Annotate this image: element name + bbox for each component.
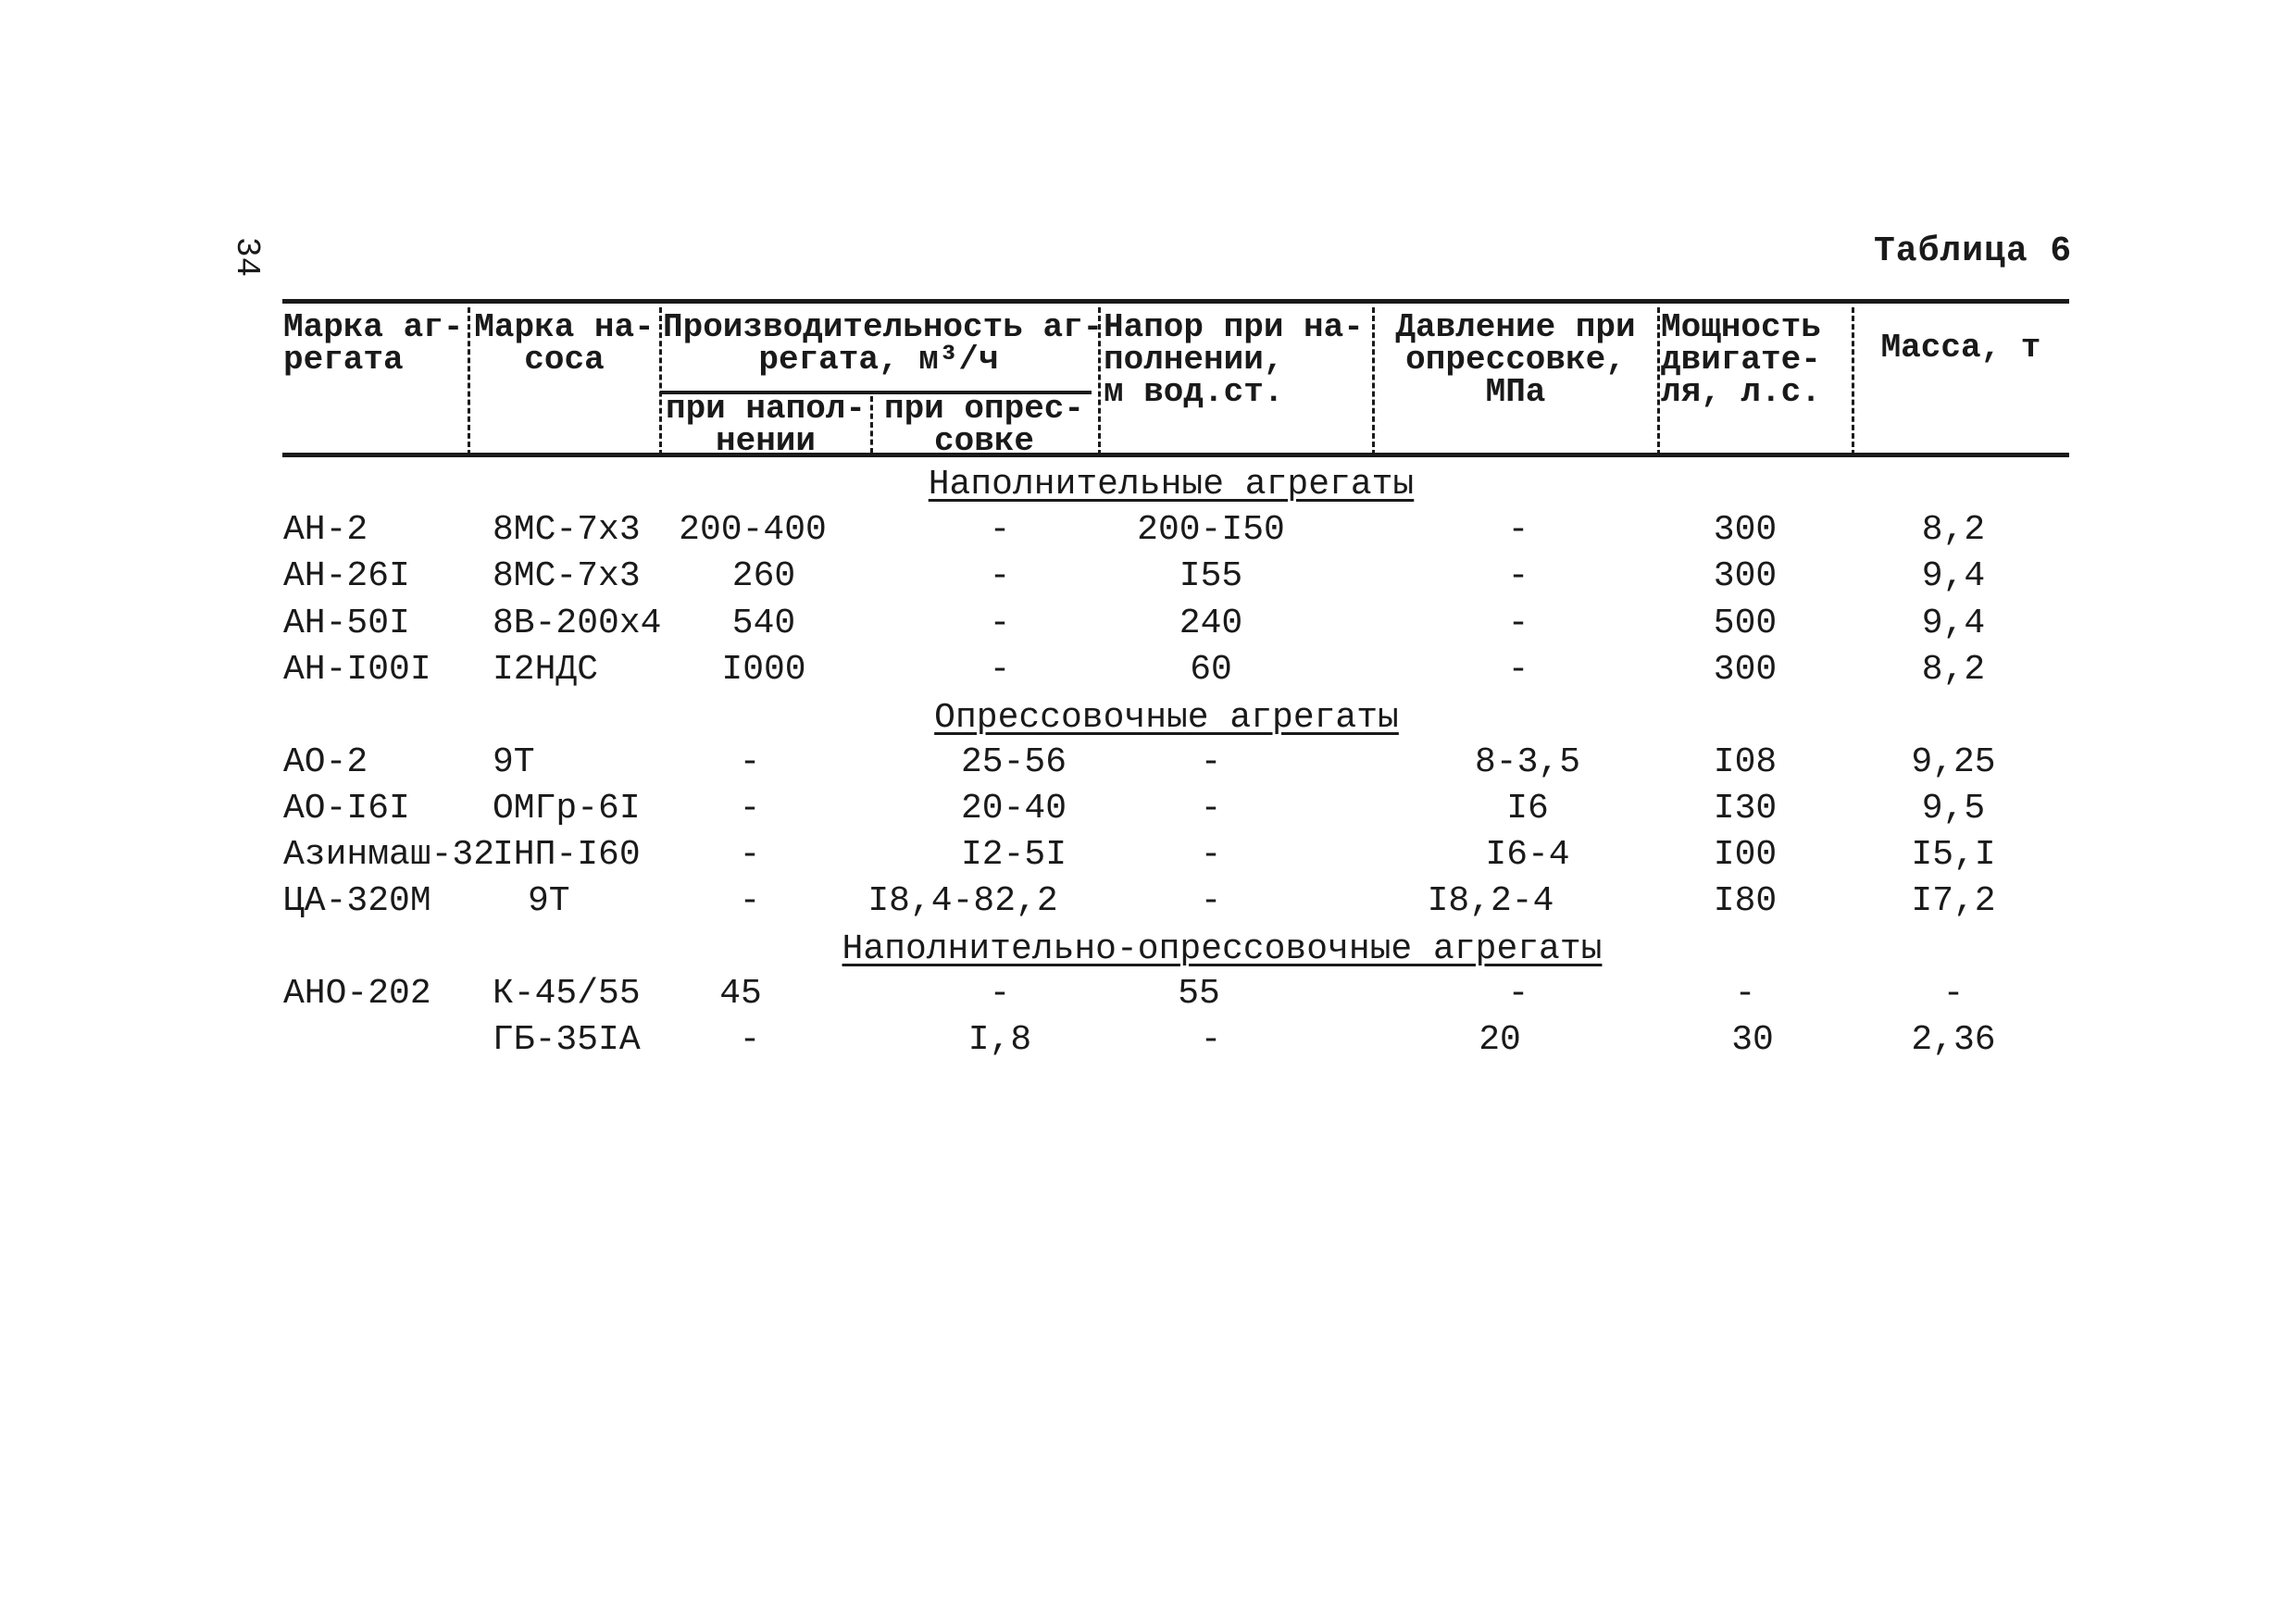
header-capacity-fill: при напол- нении	[665, 390, 867, 460]
cell-capacity-fill: -	[739, 881, 761, 921]
cell-pump-brand: ГБ-35IА	[493, 1020, 641, 1060]
header-bottom-rule	[282, 453, 2069, 457]
cell-capacity-test: -	[989, 974, 1011, 1014]
cell-capacity-test: -	[989, 650, 1011, 690]
cell-capacity-test: I,8	[967, 1020, 1032, 1060]
cell-mass: 9,25	[1911, 742, 1996, 782]
cell-mass: I7,2	[1911, 881, 1996, 921]
section-title: Наполнительные агрегаты	[928, 465, 1415, 504]
cell-unit-brand: АО-2	[283, 742, 368, 782]
cell-pump-brand: К-45/55	[493, 974, 641, 1014]
page-number: 34	[228, 237, 266, 278]
cell-pressure: I6	[1506, 789, 1549, 828]
cell-pressure: 8-3,5	[1474, 742, 1581, 782]
cell-capacity-test: I2-5I	[960, 835, 1067, 875]
column-separator	[870, 396, 873, 454]
cell-mass: 9,4	[1921, 604, 1986, 643]
cell-head: I55	[1179, 556, 1243, 596]
cell-mass: I5,I	[1911, 835, 1996, 875]
cell-unit-brand: АН-I00I	[283, 650, 431, 690]
cell-capacity-fill: 540	[731, 604, 796, 643]
cell-unit-brand: АН-2	[283, 510, 368, 550]
cell-pump-brand: I2НДС	[493, 650, 599, 690]
table-top-rule	[282, 299, 2069, 304]
section-title: Опрессовочные агрегаты	[934, 698, 1399, 738]
cell-mass: 8,2	[1921, 650, 1986, 690]
column-separator	[468, 307, 470, 455]
cell-power: 300	[1713, 510, 1778, 550]
cell-pressure: -	[1507, 604, 1529, 643]
cell-capacity-fill: -	[739, 835, 761, 875]
cell-power: 30	[1731, 1020, 1774, 1060]
column-separator	[1852, 307, 1854, 455]
cell-head: 55	[1178, 974, 1220, 1014]
cell-mass: 8,2	[1921, 510, 1986, 550]
cell-power: -	[1734, 974, 1756, 1014]
cell-power: I00	[1713, 835, 1778, 875]
cell-pump-brand: 8МС-7х3	[493, 510, 641, 550]
cell-unit-brand: АНО-202	[283, 974, 431, 1014]
cell-capacity-test: I8,4-82,2	[867, 881, 1058, 921]
cell-head: -	[1200, 835, 1222, 875]
cell-head: -	[1200, 1020, 1222, 1060]
header-capacity-test: при опрес- совке	[883, 390, 1085, 460]
cell-pressure: -	[1507, 650, 1529, 690]
cell-mass: 2,36	[1911, 1020, 1996, 1060]
cell-head: 200-I50	[1137, 510, 1285, 550]
header-power: Мощность двигате- ля, л.с.	[1661, 308, 1821, 411]
cell-head: -	[1200, 789, 1222, 828]
cell-mass: 9,4	[1921, 556, 1986, 596]
column-separator	[659, 307, 662, 455]
cell-capacity-fill: 260	[731, 556, 796, 596]
cell-pressure: -	[1507, 974, 1529, 1014]
cell-pump-brand: 9Т	[493, 742, 535, 782]
cell-unit-brand: АО-I6I	[283, 789, 410, 828]
cell-power: 300	[1713, 556, 1778, 596]
header-mass: Масса, т	[1880, 329, 2041, 367]
header-unit-brand: Марка аг- регата	[283, 308, 464, 379]
cell-power: 300	[1713, 650, 1778, 690]
cell-pressure: I6-4	[1485, 835, 1570, 875]
column-separator	[1372, 307, 1375, 455]
cell-unit-brand: ЦА-320М	[283, 881, 431, 921]
cell-capacity-fill: 200-400	[679, 510, 827, 550]
header-pressure: Давление при опрессовке, МПа	[1395, 308, 1636, 411]
cell-head: 60	[1190, 650, 1232, 690]
table-label: Таблица 6	[1874, 231, 2073, 271]
section-title: Наполнительно-опрессовочные агрегаты	[842, 929, 1603, 969]
cell-capacity-test: -	[989, 510, 1011, 550]
cell-pressure: -	[1507, 510, 1529, 550]
cell-head: -	[1200, 881, 1222, 921]
cell-capacity-test: 20-40	[960, 789, 1067, 828]
cell-pressure: -	[1507, 556, 1529, 596]
cell-power: I08	[1713, 742, 1778, 782]
cell-pump-brand: 8В-200х4	[493, 604, 662, 643]
cell-head: 240	[1179, 604, 1243, 643]
cell-mass: 9,5	[1921, 789, 1986, 828]
cell-power: 500	[1713, 604, 1778, 643]
cell-capacity-test: -	[989, 556, 1011, 596]
cell-capacity-test: 25-56	[960, 742, 1067, 782]
cell-capacity-fill: 45	[719, 974, 762, 1014]
column-separator	[1657, 307, 1660, 455]
header-head: Напор при на- полнении, м вод.ст.	[1104, 308, 1364, 411]
cell-unit-brand: Азинмаш-32	[283, 835, 495, 875]
cell-mass: -	[1942, 974, 1965, 1014]
cell-pump-brand: IНП-I60	[493, 835, 641, 875]
cell-capacity-fill: -	[739, 1020, 761, 1060]
cell-capacity-fill: -	[739, 742, 761, 782]
cell-unit-brand: АН-26I	[283, 556, 410, 596]
cell-unit-brand: АН-50I	[283, 604, 410, 643]
header-capacity: Производительность аг- регата, м³/ч	[663, 308, 1104, 379]
cell-pump-brand: ОМГр-6I	[493, 789, 641, 828]
cell-pump-brand: 9Т	[528, 881, 570, 921]
cell-capacity-fill: -	[739, 789, 761, 828]
cell-pressure: I8,2-4	[1427, 881, 1554, 921]
cell-capacity-fill: I000	[721, 650, 806, 690]
cell-pump-brand: 8МС-7х3	[493, 556, 641, 596]
cell-head: -	[1200, 742, 1222, 782]
cell-pressure: 20	[1479, 1020, 1521, 1060]
header-pump-brand: Марка на- соса	[474, 308, 655, 379]
cell-power: I30	[1713, 789, 1778, 828]
cell-power: I80	[1713, 881, 1778, 921]
cell-capacity-test: -	[989, 604, 1011, 643]
